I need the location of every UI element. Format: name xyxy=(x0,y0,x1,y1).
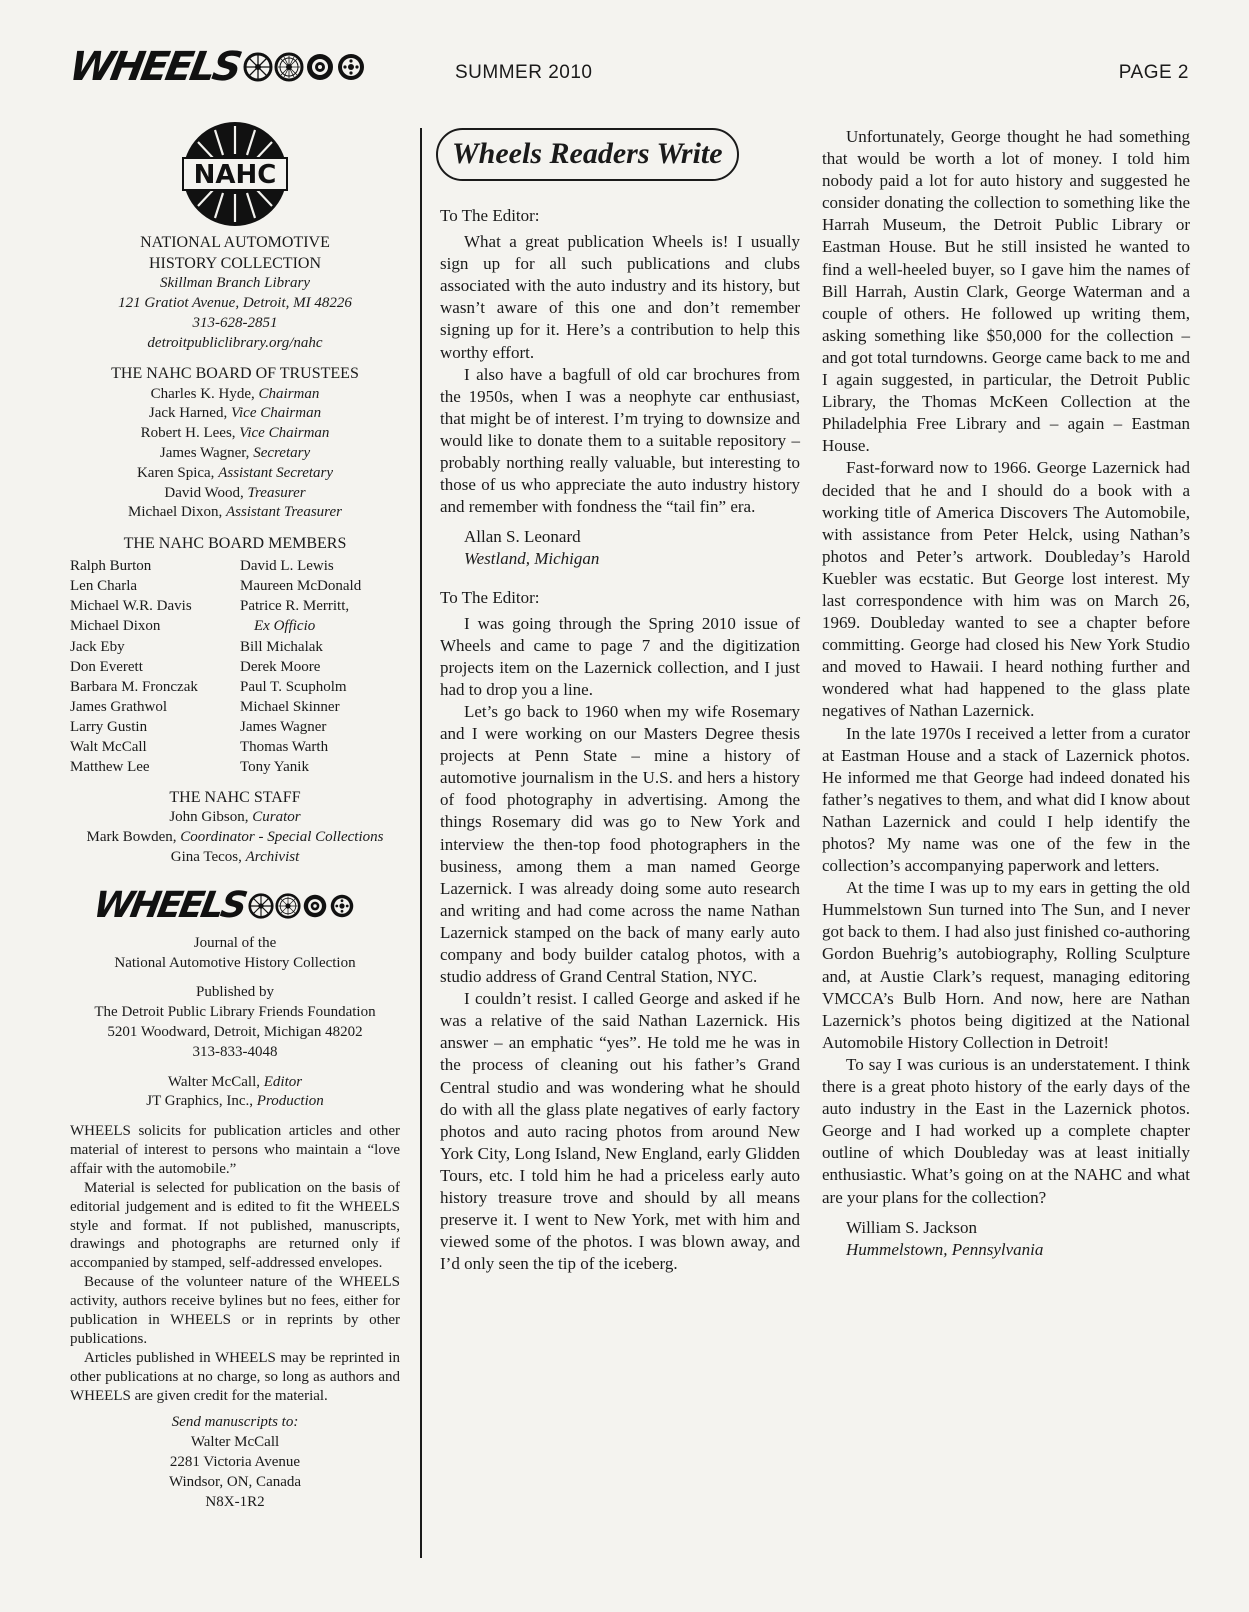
spoked-wheel-icon xyxy=(248,893,274,919)
trustee-item: Charles K. Hyde, Chairman xyxy=(150,385,320,402)
trustee-item: David Wood, Treasurer xyxy=(164,484,306,501)
member-item: Bill Michalak xyxy=(240,638,323,655)
trustees-list xyxy=(70,385,400,524)
letter2-signature xyxy=(822,1217,1190,1261)
letter2-paragraph: At the time I was up to my ears in getting the old Hummelstown Sun turned into The Sun, and I never got back to them. I had also just finished co-authoring Gordon Buehrig’s autobiography, Rolling Sculpture and, at Austie Clark’s request, managing editoring VMCCA’s Bulb Horn. And now, here are Nathan Lazernick’s photos being digitized at the National Automobile History Collection in Detroit! xyxy=(822,878,1190,1052)
journal-line2: National Automotive History Collection xyxy=(114,954,356,971)
member-item: Len Charla xyxy=(70,578,138,595)
journal-logo-text: WHEELS xyxy=(90,884,248,926)
letter1-location: Westland, Michigan xyxy=(464,549,600,569)
send-postal: N8X-1R2 xyxy=(205,1493,265,1510)
column-divider xyxy=(420,128,422,1558)
member-item: James Wagner xyxy=(240,718,327,735)
staff-list xyxy=(70,808,400,867)
letter1-signature xyxy=(440,526,800,570)
disc-wheel-icon xyxy=(302,893,328,919)
member-item: Patrice R. Merritt, xyxy=(240,598,350,615)
org-block xyxy=(70,232,400,353)
letter1-paragraph: I also have a bagfull of old car brochures from the 1950s, when I was a neophyte car enthusiast, that might be of interest. I’m trying to downsize and would like to donate them to a suitable repository – probably northing really valuable, but interesting to those of us who appreciate the auto industry history and remember with fondness the “tail fin” era. xyxy=(440,364,800,517)
member-item: Derek Moore xyxy=(240,658,321,675)
wheels-logo xyxy=(65,44,350,90)
trustee-item: Jack Harned, Vice Chairman xyxy=(148,405,322,422)
member-item: Ex Officio xyxy=(254,618,316,635)
policy-paragraph: WHEELS solicits for publication articles and other material of interest to persons who maintain a “love affair with the automobile.” xyxy=(70,1123,400,1177)
member-item: Walt McCall xyxy=(70,739,147,756)
journal-line1: Journal of the xyxy=(193,934,277,951)
member-item: Ralph Burton xyxy=(70,558,152,575)
member-item: Thomas Warth xyxy=(240,739,329,756)
published-by: Published by xyxy=(196,984,274,1001)
page-number: PAGE 2 xyxy=(1118,62,1189,83)
letter2-author: William S. Jackson xyxy=(846,1217,978,1237)
letter2-paragraph: To say I was curious is an understatement. I think there is a great photo history of the early days of the auto industry in the East in the Lazernick photos. George and I had worked up a complete chapter outline of which Doubleday was at least initially enthusiastic. What’s going on at the NAHC and what are your plans for the collection? xyxy=(822,1054,1190,1207)
nahc-seal-icon xyxy=(181,120,289,228)
journal-wheels-logo xyxy=(90,884,400,928)
member-item: Michael Dixon xyxy=(70,618,161,635)
staff-heading: THE NAHC STAFF xyxy=(169,789,301,807)
spoked-wheel-icon xyxy=(243,52,273,82)
letter2-location: Hummelstown, Pennsylvania xyxy=(846,1239,1044,1259)
org-website-link[interactable]: detroitpubliclibrary.org/nahc xyxy=(147,334,323,351)
org-phone: 313-628-2851 xyxy=(192,314,278,331)
issue-date: SUMMER 2010 xyxy=(455,62,593,83)
wire-wheel-icon xyxy=(275,893,301,919)
trustee-item: Michael Dixon, Assistant Treasurer xyxy=(128,504,342,521)
letter1-salutation: To The Editor: xyxy=(440,206,540,225)
publisher-address: 5201 Woodward, Detroit, Michigan 48202 xyxy=(107,1023,363,1040)
send-manuscripts xyxy=(70,1413,400,1512)
letter2-paragraph: I couldn’t resist. I called George and asked if he was a relative of the said Nathan Lazernick. His answer – an emphatic “yes”. He told me he was in the process of cleaning out his father’s Grand Central studio and was wondering what he should do with all the glass plate negatives of early factory photos and auto racing photos from around New York City, Long Island, New England, early Glidden Tours, etc. I told him he had a priceless early auto history treasure trove and should by all means preserve it. I went to New York, met with him and viewed some of the photos. I was blown away, and I’d only seen the tip of the iceberg. xyxy=(440,989,800,1274)
letter1-author: Allan S. Leonard xyxy=(464,527,581,547)
send-label: Send manuscripts to: xyxy=(171,1414,299,1431)
production-credit: JT Graphics, Inc., Production xyxy=(146,1093,324,1110)
section-title: Wheels Readers Write xyxy=(436,128,739,181)
hubcap-wheel-icon xyxy=(329,893,355,919)
members-list xyxy=(70,556,400,777)
member-item: Tony Yanik xyxy=(240,759,309,776)
policy-paragraph: Articles published in WHEELS may be reprinted in other publications at no charge, so long as authors and WHEELS are given credit for the material. xyxy=(70,1349,400,1404)
disc-wheel-icon xyxy=(305,52,335,82)
send-city: Windsor, ON, Canada xyxy=(168,1473,302,1490)
policy-paragraph: Material is selected for publication on the basis of editorial judgement and is edited to fit the WHEELS style and format. If not published, manuscripts, drawings and photographs are returned only if accompanied by stamped, self-addressed envelopes. xyxy=(70,1179,400,1272)
letters-column-2 xyxy=(822,126,1190,1261)
hubcap-wheel-icon xyxy=(336,52,366,82)
member-item: Maureen McDonald xyxy=(240,578,362,595)
members-heading: THE NAHC BOARD MEMBERS xyxy=(123,535,347,553)
org-name-line1: NATIONAL AUTOMOTIVE xyxy=(140,234,330,251)
send-street: 2281 Victoria Avenue xyxy=(169,1454,301,1471)
member-item: Barbara M. Fronczak xyxy=(70,678,198,695)
member-item: James Grathwol xyxy=(70,698,168,715)
letter2-paragraph: Fast-forward now to 1966. George Lazernick had decided that he and I should do a book with a working title of America Discovers The Automobile, with assistance from Peter Helck, using Nathan’s photos and Peter’s artwork. Doubleday’s Harold Kuebler was ecstatic. But George lost interest. My last correspondence with him was on March 26, 1969. Doubleday wanted to see a chapter before committing. George had closed his New York Studio and moved to Hawaii. I heard nothing further and wondered what had happened to the glass plate negatives of Nathan Lazernick. xyxy=(822,458,1190,721)
send-name: Walter McCall xyxy=(190,1434,280,1451)
letters-column-1 xyxy=(440,128,800,1275)
member-item: Don Everett xyxy=(70,658,143,675)
publisher-phone: 313-833-4048 xyxy=(192,1043,278,1060)
nahc-seal-text: NAHC xyxy=(193,160,277,190)
member-item: Michael W.R. Davis xyxy=(70,598,192,615)
letter2-paragraph: In the late 1970s I received a letter from a curator at Eastman House and a stack of Lazernick photos. He informed me that George had indeed donated his father’s negatives to them, and what did I know about Nathan Lazernick and could I help identify the photos? My name was one of the few in the collection’s accompanying paperwork and letters. xyxy=(822,723,1190,876)
journal-block xyxy=(70,934,400,1112)
trustee-item: Karen Spica, Assistant Secretary xyxy=(136,464,334,481)
letter2-paragraph: I was going through the Spring 2010 issue of Wheels and came to page 7 and the digitization projects item on the Lazernick collection, and I just had to drop you a line. xyxy=(440,613,800,699)
member-item: Paul T. Scupholm xyxy=(240,678,347,695)
wire-wheel-icon xyxy=(274,52,304,82)
editorial-policy xyxy=(70,1122,400,1405)
letter1-paragraph: What a great publication Wheels is! I usually sign up for all such publications and clubs associated with the auto industry and its history, but wasn’t aware of this one and don’t remember signing up for it. Here’s a contribution to help this worthy effort. xyxy=(440,232,800,362)
staff-item: Mark Bowden, Coordinator - Special Collections xyxy=(86,829,384,846)
member-item: Larry Gustin xyxy=(70,718,148,735)
member-item: Jack Eby xyxy=(70,638,125,655)
wheels-logo-text: WHEELS xyxy=(65,44,243,90)
letter2-salutation: To The Editor: xyxy=(440,587,540,607)
org-name-line2: HISTORY COLLECTION xyxy=(149,255,321,273)
trustee-item: James Wagner, Secretary xyxy=(159,444,311,461)
staff-item: John Gibson, Curator xyxy=(169,809,301,826)
trustees-heading: THE NAHC BOARD OF TRUSTEES xyxy=(111,365,359,383)
trustee-item: Robert H. Lees, Vice Chairman xyxy=(140,425,330,442)
editor-credit: Walter McCall, Editor xyxy=(167,1073,303,1090)
org-branch: Skillman Branch Library xyxy=(160,275,310,292)
publisher-name: The Detroit Public Library Friends Foundation xyxy=(94,1004,376,1021)
member-item: David L. Lewis xyxy=(240,558,334,575)
member-item: Matthew Lee xyxy=(70,759,150,776)
org-address: 121 Gratiot Avenue, Detroit, MI 48226 xyxy=(118,295,352,312)
letter2-paragraph: Let’s go back to 1960 when my wife Rosemary and I were working on our Masters Degree thesis projects at Penn State – mine a history of automotive journalism in the U.S. and hers a history of food photography in advertising. Among the things Rosemary did was go to New York and interview the then-top food photographers in the business, among them a man named George Lazernick. I was already doing some auto research and writing and had come across the name Nathan Lazernick stamped on the back of many early auto company and body builder catalog photos, with a studio address of Grand Central Station, NYC. xyxy=(440,701,800,987)
wheels-logo-wheel-icons xyxy=(243,52,366,82)
letter2-paragraph: Unfortunately, George thought he had something that would be worth a lot of money. I told him nobody paid a lot for auto history and suggested he consider donating the collection to something like the Harrah Museum, the Detroit Public Library or Eastman House. But he still insisted he wanted to find a well-heeled buyer, so I gave him the names of Bill Harrah, Austin Clark, George Waterman and a couple of others. He followed up writing them, asking something like $50,000 for the collection – and got total turndowns. George came back to me and I again suggested, in particular, the Detroit Public Library, the Thomas McKeen Collection at the Philadelphia Free Library and – again – Eastman House. xyxy=(822,127,1190,456)
masthead-column xyxy=(70,120,400,1512)
policy-paragraph: Because of the volunteer nature of the WHEELS activity, authors receive bylines but no fees, either for publication in WHEELS or in reprints by other publications. xyxy=(70,1274,400,1347)
journal-logo-wheel-icons xyxy=(248,893,355,919)
member-item: Michael Skinner xyxy=(240,698,340,715)
staff-item: Gina Tecos, Archivist xyxy=(170,848,300,865)
